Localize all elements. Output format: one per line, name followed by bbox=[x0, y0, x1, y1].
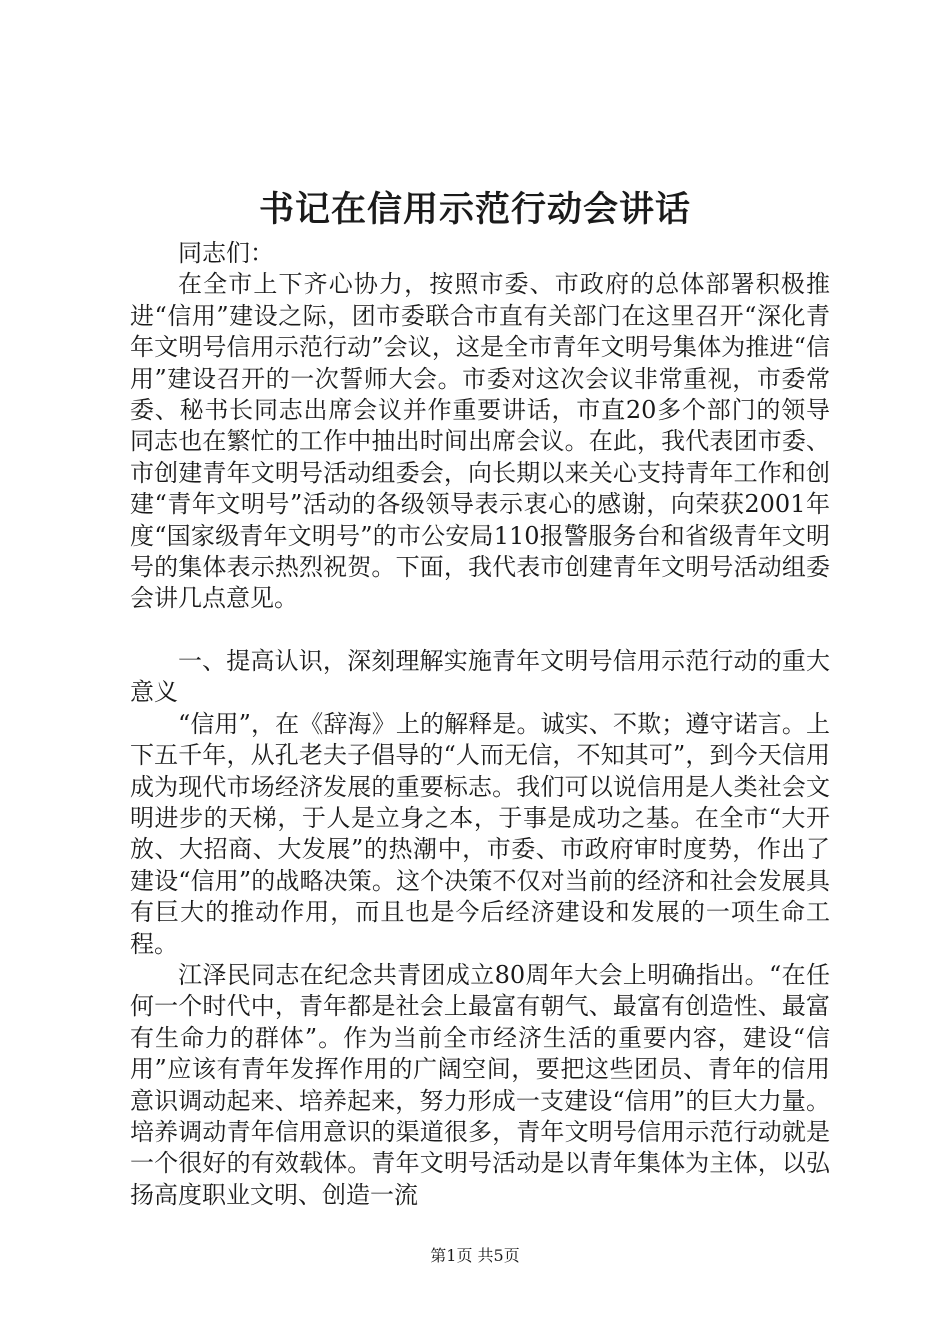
document-body bbox=[130, 238, 830, 1211]
paragraph-credit-definition: “信用”，在《辞海》上的解释是。诚实、不欺；遵守诺言。上下五千年，从孔老夫子倡导的“人而无信，不知其可”，到今天信用成为现代市场经济发展的重要标志。我们可以说信用是人类社会文明进步的天梯，于人是立身之本，于事是成功之基。在全市“大开放、大招商、大发展”的热潮中，市委、市政府审时度势，作出了建设“信用”的战略决策。这个决策不仅对当前的经济和社会发展具有巨大的推动作用，而且也是今后经济建设和发展的一项生命工程。 bbox=[130, 709, 830, 958]
section-heading-1: 一、提高认识，深刻理解实施青年文明号信用示范行动的重大意义 bbox=[130, 646, 830, 707]
document-title: 书记在信用示范行动会讲话 bbox=[258, 190, 691, 230]
paragraph-opening: 在全市上下齐心协力，按照市委、市政府的总体部署积极推进“信用”建设之际，团市委联合市直有关部门在这里召开“深化青年文明号信用示范行动”会议，这是全市青年文明号集体为推进“信用”建设召开的一次誓师大会。市委对这次会议非常重视，市委常委、秘书长同志出席会议并作重要讲话，市直20多个部门的领导同志也在繁忙的工作中抽出时间出席会议。在此，我代表团市委、市创建青年文明号活动组委会，向长期以来关心支持青年工作和创建“青年文明号”活动的各级领导表示衷心的感谢，向荣获2001年度“国家级青年文明号”的市公安局110报警服务台和省级青年文明号的集体表示热烈祝贺。下面，我代表市创建青年文明号活动组委会讲几点意见。 bbox=[130, 270, 830, 613]
page-number-footer: 第1页 共5页 bbox=[430, 1246, 520, 1265]
paragraph-youth-role: 江泽民同志在纪念共青团成立80周年大会上明确指出。“在任何一个时代中，青年都是社会上最富有朝气、最富有创造性、最富有生命力的群体”。作为当前全市经济生活的重要内容，建设“信用”应该有青年发挥作用的广阔空间，要把这些团员、青年的信用意识调动起来、培养起来，努力形成一支建设“信用”的巨大力量。培养调动青年信用意识的渠道很多，青年文明号信用示范行动就是一个很好的有效载体。青年文明号活动是以青年集体为主体，以弘扬高度职业文明、创造一流 bbox=[130, 960, 830, 1209]
salutation: 同志们： bbox=[178, 239, 274, 267]
